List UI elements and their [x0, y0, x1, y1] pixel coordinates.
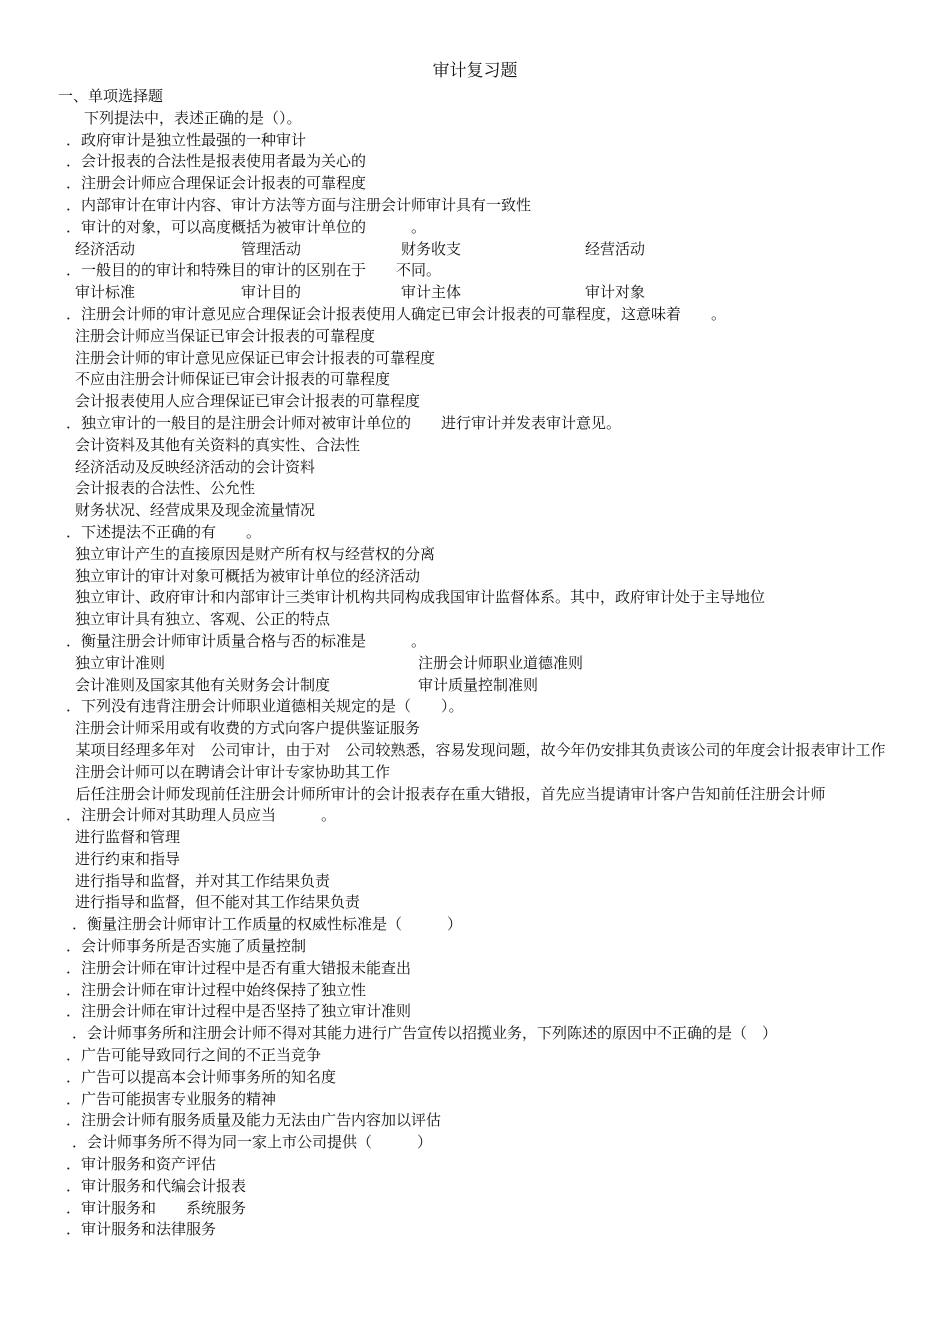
option-line: 会计资料及其他有关资料的真实性、合法性: [75, 435, 361, 454]
question-stem: 下列提法中，表述正确的是（）。: [84, 108, 302, 127]
question-stem: ．衡量注册会计师审计质量合格与否的标准是 。: [66, 631, 427, 650]
option-line: 会计报表使用人应合理保证已审会计报表的可靠程度: [75, 392, 421, 411]
question-stem: ．会计师事务所不得为同一家上市公司提供（ ）: [72, 1133, 433, 1152]
option-line: 进行指导和监督，但不能对其工作结果负责: [75, 893, 361, 912]
option-cell: 财务收支: [401, 239, 462, 258]
option-line: 独立审计产生的直接原因是财产所有权与经营权的分离: [75, 544, 436, 563]
option-line: 进行指导和监督，并对其工作结果负责: [75, 871, 331, 890]
option-line: 进行监督和管理: [75, 828, 181, 847]
option-cell: 审计目的: [241, 283, 302, 302]
option-line: 后任注册会计师发现前任注册会计师所审计的会计报表存在重大错报，首先应当提请审计客户告知前任注册会计师: [66, 784, 826, 803]
option-line: ．审计服务和代编会计报表: [66, 1176, 247, 1195]
option-cell: 经济活动: [75, 239, 136, 258]
option-line: 注册会计师的审计意见应保证已审会计报表的可靠程度: [75, 348, 436, 367]
question-stem: ．注册会计师对其助理人员应当 。: [66, 806, 337, 825]
option-cell: 审计对象: [585, 283, 646, 302]
question-stem: ．衡量注册会计师审计工作质量的权威性标准是（ ）: [72, 915, 463, 934]
option-line: ．广告可能损害专业服务的精神: [66, 1089, 277, 1108]
option-row: [58, 653, 898, 675]
document-body: [58, 86, 898, 1241]
option-line: ．审计服务和 系统服务: [66, 1198, 247, 1217]
option-cell: 审计标准: [75, 283, 136, 302]
option-row: [58, 675, 898, 697]
option-cell: 注册会计师职业道德准则: [418, 653, 584, 672]
option-line: ．会计报表的合法性是报表使用者最为关心的: [66, 152, 367, 171]
option-line: 独立审计具有独立、客观、公正的特点: [75, 610, 331, 629]
document-title: 审计复习题: [432, 61, 518, 81]
option-row: [58, 282, 898, 304]
question-stem: ．独立审计的一般目的是注册会计师对被审计单位的 进行审计并发表审计意见。: [66, 413, 622, 432]
question-stem: ．下列没有违背注册会计师职业道德相关规定的是（ ）。: [66, 697, 464, 716]
option-line: 进行约束和指导: [75, 849, 181, 868]
section-heading: 一、单项选择题: [58, 87, 164, 105]
option-line: ．内部审计在审计内容、审计方法等方面与注册会计师审计具有一致性: [66, 195, 532, 214]
option-cell: 独立审计准则: [75, 653, 166, 672]
option-line: ．注册会计师有服务质量及能力无法由广告内容加以评估: [66, 1111, 442, 1130]
option-line: 注册会计师采用或有收费的方式向客户提供鉴证服务: [75, 719, 421, 738]
option-line: 独立审计、政府审计和内部审计三类审计机构共同构成我国审计监督体系。其中，政府审计处于主导地位: [75, 588, 766, 607]
option-line: ．广告可以提高本会计师事务所的知名度: [66, 1067, 337, 1086]
option-cell: 经营活动: [585, 239, 646, 258]
option-line: 注册会计师可以在聘请会计审计专家协助其工作: [75, 762, 391, 781]
option-line: ．会计师事务所是否实施了质量控制: [66, 937, 307, 956]
option-line: 不应由注册会计师保证已审会计报表的可靠程度: [75, 370, 391, 389]
option-line: 某项目经理多年对 公司审计，由于对 公司较熟悉，容易发现问题，故今年仍安排其负责该公司的年度会计报表审计工作: [66, 740, 886, 759]
option-line: ．注册会计师在审计过程中是否有重大错报未能查出: [66, 958, 412, 977]
option-line: 会计报表的合法性、公允性: [75, 479, 256, 498]
question-stem: ．会计师事务所和注册会计师不得对其能力进行广告宣传以招揽业务，下列陈述的原因中不正确的是（ ）: [72, 1024, 778, 1043]
option-line: ．注册会计师在审计过程中是否坚持了独立审计准则: [66, 1002, 412, 1021]
question-stem: ．下述提法不正确的有 。: [66, 522, 262, 541]
option-line: ．广告可能导致同行之间的不正当竞争: [66, 1046, 322, 1065]
question-stem: ．注册会计师的审计意见应合理保证会计报表使用人确定已审会计报表的可靠程度，这意味着 。: [66, 304, 727, 323]
option-line: 财务状况、经营成果及现金流量情况: [75, 501, 316, 520]
option-cell: 管理活动: [241, 239, 302, 258]
option-line: ．政府审计是独立性最强的一种审计: [66, 130, 307, 149]
option-line: 注册会计师应当保证已审会计报表的可靠程度: [75, 326, 376, 345]
option-line: ．注册会计师在审计过程中始终保持了独立性: [66, 980, 367, 999]
option-line: 经济活动及反映经济活动的会计资料: [75, 457, 316, 476]
option-line: ．审计服务和法律服务: [66, 1220, 217, 1239]
option-cell: 会计准则及国家其他有关财务会计制度: [75, 675, 331, 694]
option-cell: 审计质量控制准则: [418, 675, 539, 694]
question-stem: ．一般目的的审计和特殊目的审计的区别在于 不同。: [66, 261, 442, 280]
option-line: 独立审计的审计对象可概括为被审计单位的经济活动: [75, 566, 421, 585]
option-line: ．注册会计师应合理保证会计报表的可靠程度: [66, 174, 367, 193]
option-line: ．审计服务和资产评估: [66, 1155, 217, 1174]
option-row: [58, 239, 898, 261]
question-stem: ．审计的对象，可以高度概括为被审计单位的 。: [66, 217, 427, 236]
option-cell: 审计主体: [401, 283, 462, 302]
